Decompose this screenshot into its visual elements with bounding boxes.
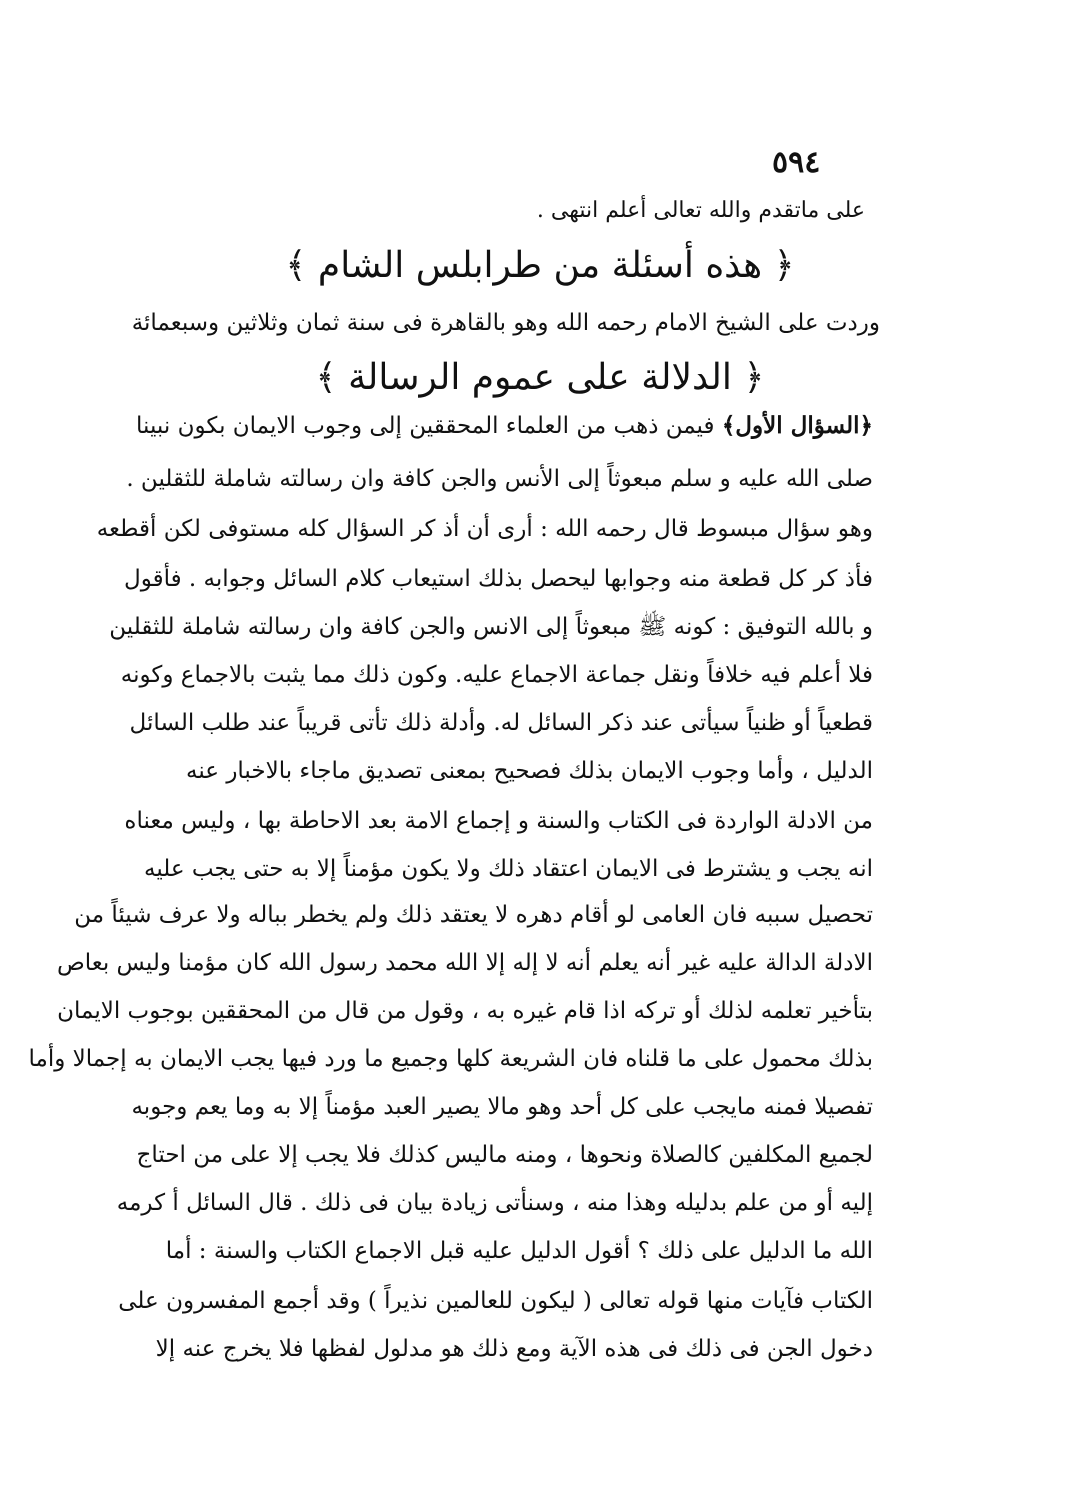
body-line: فلا أعلم فيه خلافاً ونقل جماعة الاجماع عليه. وكون ذلك مما يثبت بالاجماع وكونه xyxy=(120,662,873,688)
body-line: وهو سؤال مبسوط قال رحمه الله : أرى أن أذ كر السؤال كله مستوفى لكن أقطعه xyxy=(96,516,873,542)
section-subtitle: وردت على الشيخ الامام رحمه الله وهو بالقاهرة فى سنة ثمان وثلاثين وسبعمائة xyxy=(131,310,880,336)
body-line: الدليل ، وأما وجوب الايمان بذلك فصحيح بمعنى تصديق ماجاء بالاخبار عنه xyxy=(186,758,873,784)
body-line: لجميع المكلفين كالصلاة ونحوها ، ومنه ماليس كذلك فلا يجب إلا على من احتاج xyxy=(136,1142,873,1168)
body-line: فأذ كر كل قطعة منه وجوابها ليحصل بذلك استيعاب كلام السائل وجوابه . فأقول xyxy=(124,566,873,592)
body-line: بذلك محمول على ما قلناه فان الشريعة كلها وجميع ما ورد فيها يجب الايمان به إجمالا وأما xyxy=(28,1046,873,1072)
body-line: الكتاب فآيات منها قوله تعالى ( ليكون للعالمين نذيراً ) وقد أجمع المفسرون على xyxy=(118,1288,873,1314)
body-line: بتأخير تعلمه لذلك أو تركه اذا قام غيره به ، وقول من قال من المحققين بوجوب الايمان xyxy=(57,998,873,1024)
body-line: الله ما الدليل على ذلك ؟ أقول الدليل عليه قبل الاجماع الكتاب والسنة : أما xyxy=(165,1238,873,1264)
first-line-text: فيمن ذهب من العلماء المحققين إلى وجوب الايمان بكون نبينا xyxy=(136,413,715,439)
chapter-heading: ﴿ الدلالة على عموم الرسالة ﴾ xyxy=(315,357,765,398)
body-line: من الادلة الواردة فى الكتاب والسنة و إجماع الامة بعد الاحاطة بها ، وليس معناه xyxy=(124,808,873,834)
question-label: ﴿السؤال الأول﴾ xyxy=(721,412,873,439)
intro-line: على ماتقدم والله تعالى أعلم انتهى . xyxy=(536,198,865,223)
body-line: دخول الجن فى ذلك فى هذه الآية ومع ذلك هو مدلول لفظها فلا يخرج عنه إلا xyxy=(155,1336,873,1362)
body-line: تحصيل سببه فان العامى لو أقام دهره لا يعتقد ذلك ولم يخطر بباله ولا عرف شيئاً من xyxy=(74,902,873,928)
body-line: صلى الله عليه و سلم مبعوثاً إلى الأنس والجن كافة وان رسالته شاملة للثقلين . xyxy=(126,466,873,492)
body-line-first xyxy=(136,412,873,441)
body-line: انه يجب و يشترط فى الايمان اعتقاد ذلك ولا يكون مؤمناً إلا به حتى يجب عليه xyxy=(144,856,873,882)
body-line: إليه أو من علم بدليله وهذا منه ، وسنأتى زيادة بيان فى ذلك . قال السائل أ كرمه xyxy=(116,1190,873,1216)
section-heading: ﴿ هذه أسئلة من طرابلس الشام ﴾ xyxy=(285,245,795,286)
body-line: و بالله التوفيق : كونه ﷺ مبعوثاً إلى الانس والجن كافة وان رسالته شاملة للثقلين xyxy=(109,614,873,640)
page-number: ٥٩٤ xyxy=(772,145,821,180)
body-line: الادلة الدالة عليه غير أنه يعلم أنه لا إله إلا الله محمد رسول الله كان مؤمنا وليس بعاص xyxy=(56,950,873,976)
body-line: قطعياً أو ظنياً سيأتى عند ذكر السائل له. وأدلة ذلك تأتى قريباً عند طلب السائل xyxy=(129,710,873,736)
body-line: تفصيلا فمنه مايجب على كل أحد وهو مالا يصير العبد مؤمناً إلا به وما يعم وجوبه xyxy=(131,1094,873,1120)
